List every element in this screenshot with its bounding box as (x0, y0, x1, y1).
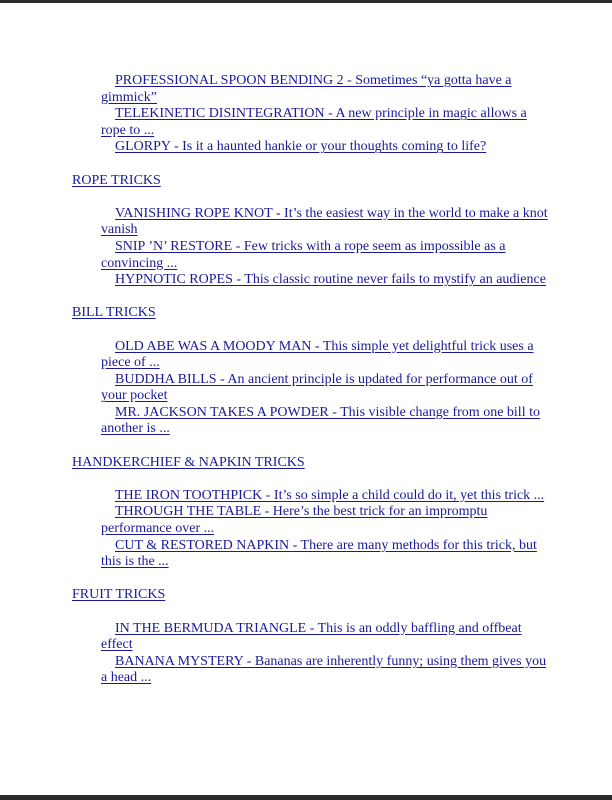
list-item (101, 488, 552, 505)
list-item (101, 538, 552, 571)
list-item (101, 73, 552, 106)
section-continued-items (101, 73, 552, 156)
bill-tricks-link[interactable]: BILL TRICKS (72, 305, 156, 321)
section-handkerchief-napkin-items (101, 488, 552, 571)
section-bill-tricks-items (101, 339, 552, 439)
list-item (101, 239, 552, 272)
list-item (101, 372, 552, 405)
section-heading-handkerchief-napkin-tricks (72, 455, 552, 472)
trick-link-snip-n-restore[interactable]: SNIP ’N’ RESTORE - Few tricks with a rope seem as impossible as a convincing ... (101, 238, 506, 271)
list-item (101, 206, 552, 239)
rope-tricks-link[interactable]: ROPE TRICKS (72, 172, 161, 188)
section-rope-tricks-items (101, 206, 552, 289)
list-item (101, 504, 552, 537)
trick-link-buddha-bills[interactable]: BUDDHA BILLS - An ancient principle is updated for performance out of your pocket (101, 371, 533, 404)
handkerchief-napkin-tricks-link[interactable]: HANDKERCHIEF & NAPKIN TRICKS (72, 454, 305, 470)
section-heading-rope-tricks (72, 173, 552, 190)
trick-link-professional-spoon-bending-2[interactable]: PROFESSIONAL SPOON BENDING 2 - Sometimes “ya gotta have a gimmick” (101, 73, 512, 105)
trick-link-hypnotic-ropes[interactable]: HYPNOTIC ROPES - This classic routine never fails to mystify an audience (115, 272, 546, 288)
trick-link-bermuda-triangle[interactable]: IN THE BERMUDA TRIANGLE - This is an oddly baffling and offbeat effect (101, 620, 522, 653)
page-top-border (0, 0, 612, 3)
trick-link-through-the-table[interactable]: THROUGH THE TABLE - Here’s the best trick for an impromptu performance over ... (101, 504, 488, 537)
document-body (72, 73, 552, 687)
list-item (101, 621, 552, 654)
fruit-tricks-link[interactable]: FRUIT TRICKS (72, 587, 166, 603)
trick-link-cut-restored-napkin[interactable]: CUT & RESTORED NAPKIN - There are many methods for this trick, but this is the ... (101, 537, 537, 570)
section-fruit-tricks-items (101, 621, 552, 687)
list-item (101, 405, 552, 438)
trick-link-vanishing-rope-knot[interactable]: VANISHING ROPE KNOT - It’s the easiest way in the world to make a knot vanish (101, 205, 548, 238)
list-item (101, 339, 552, 372)
trick-link-old-abe[interactable]: OLD ABE WAS A MOODY MAN - This simple yet delightful trick uses a piece of ... (101, 338, 534, 371)
page-bottom-border (0, 795, 612, 800)
trick-link-banana-mystery[interactable]: BANANA MYSTERY - Bananas are inherently funny; using them gives you a head ... (101, 653, 547, 686)
list-item (101, 106, 552, 139)
trick-link-iron-toothpick[interactable]: THE IRON TOOTHPICK - It’s so simple a child could do it, yet this trick ... (115, 487, 545, 503)
trick-link-telekinetic-disintegration[interactable]: TELEKINETIC DISINTEGRATION - A new principle in magic allows a rope to ... (101, 106, 527, 138)
trick-link-mr-jackson[interactable]: MR. JACKSON TAKES A POWDER - This visible change from one bill to another is ... (101, 404, 540, 437)
list-item (101, 139, 552, 156)
trick-link-glorpy[interactable]: GLORPY - Is it a haunted hankie or your thoughts coming to life? (115, 139, 487, 155)
list-item (101, 272, 552, 289)
section-heading-fruit-tricks (72, 587, 552, 604)
list-item (101, 654, 552, 687)
section-heading-bill-tricks (72, 305, 552, 322)
